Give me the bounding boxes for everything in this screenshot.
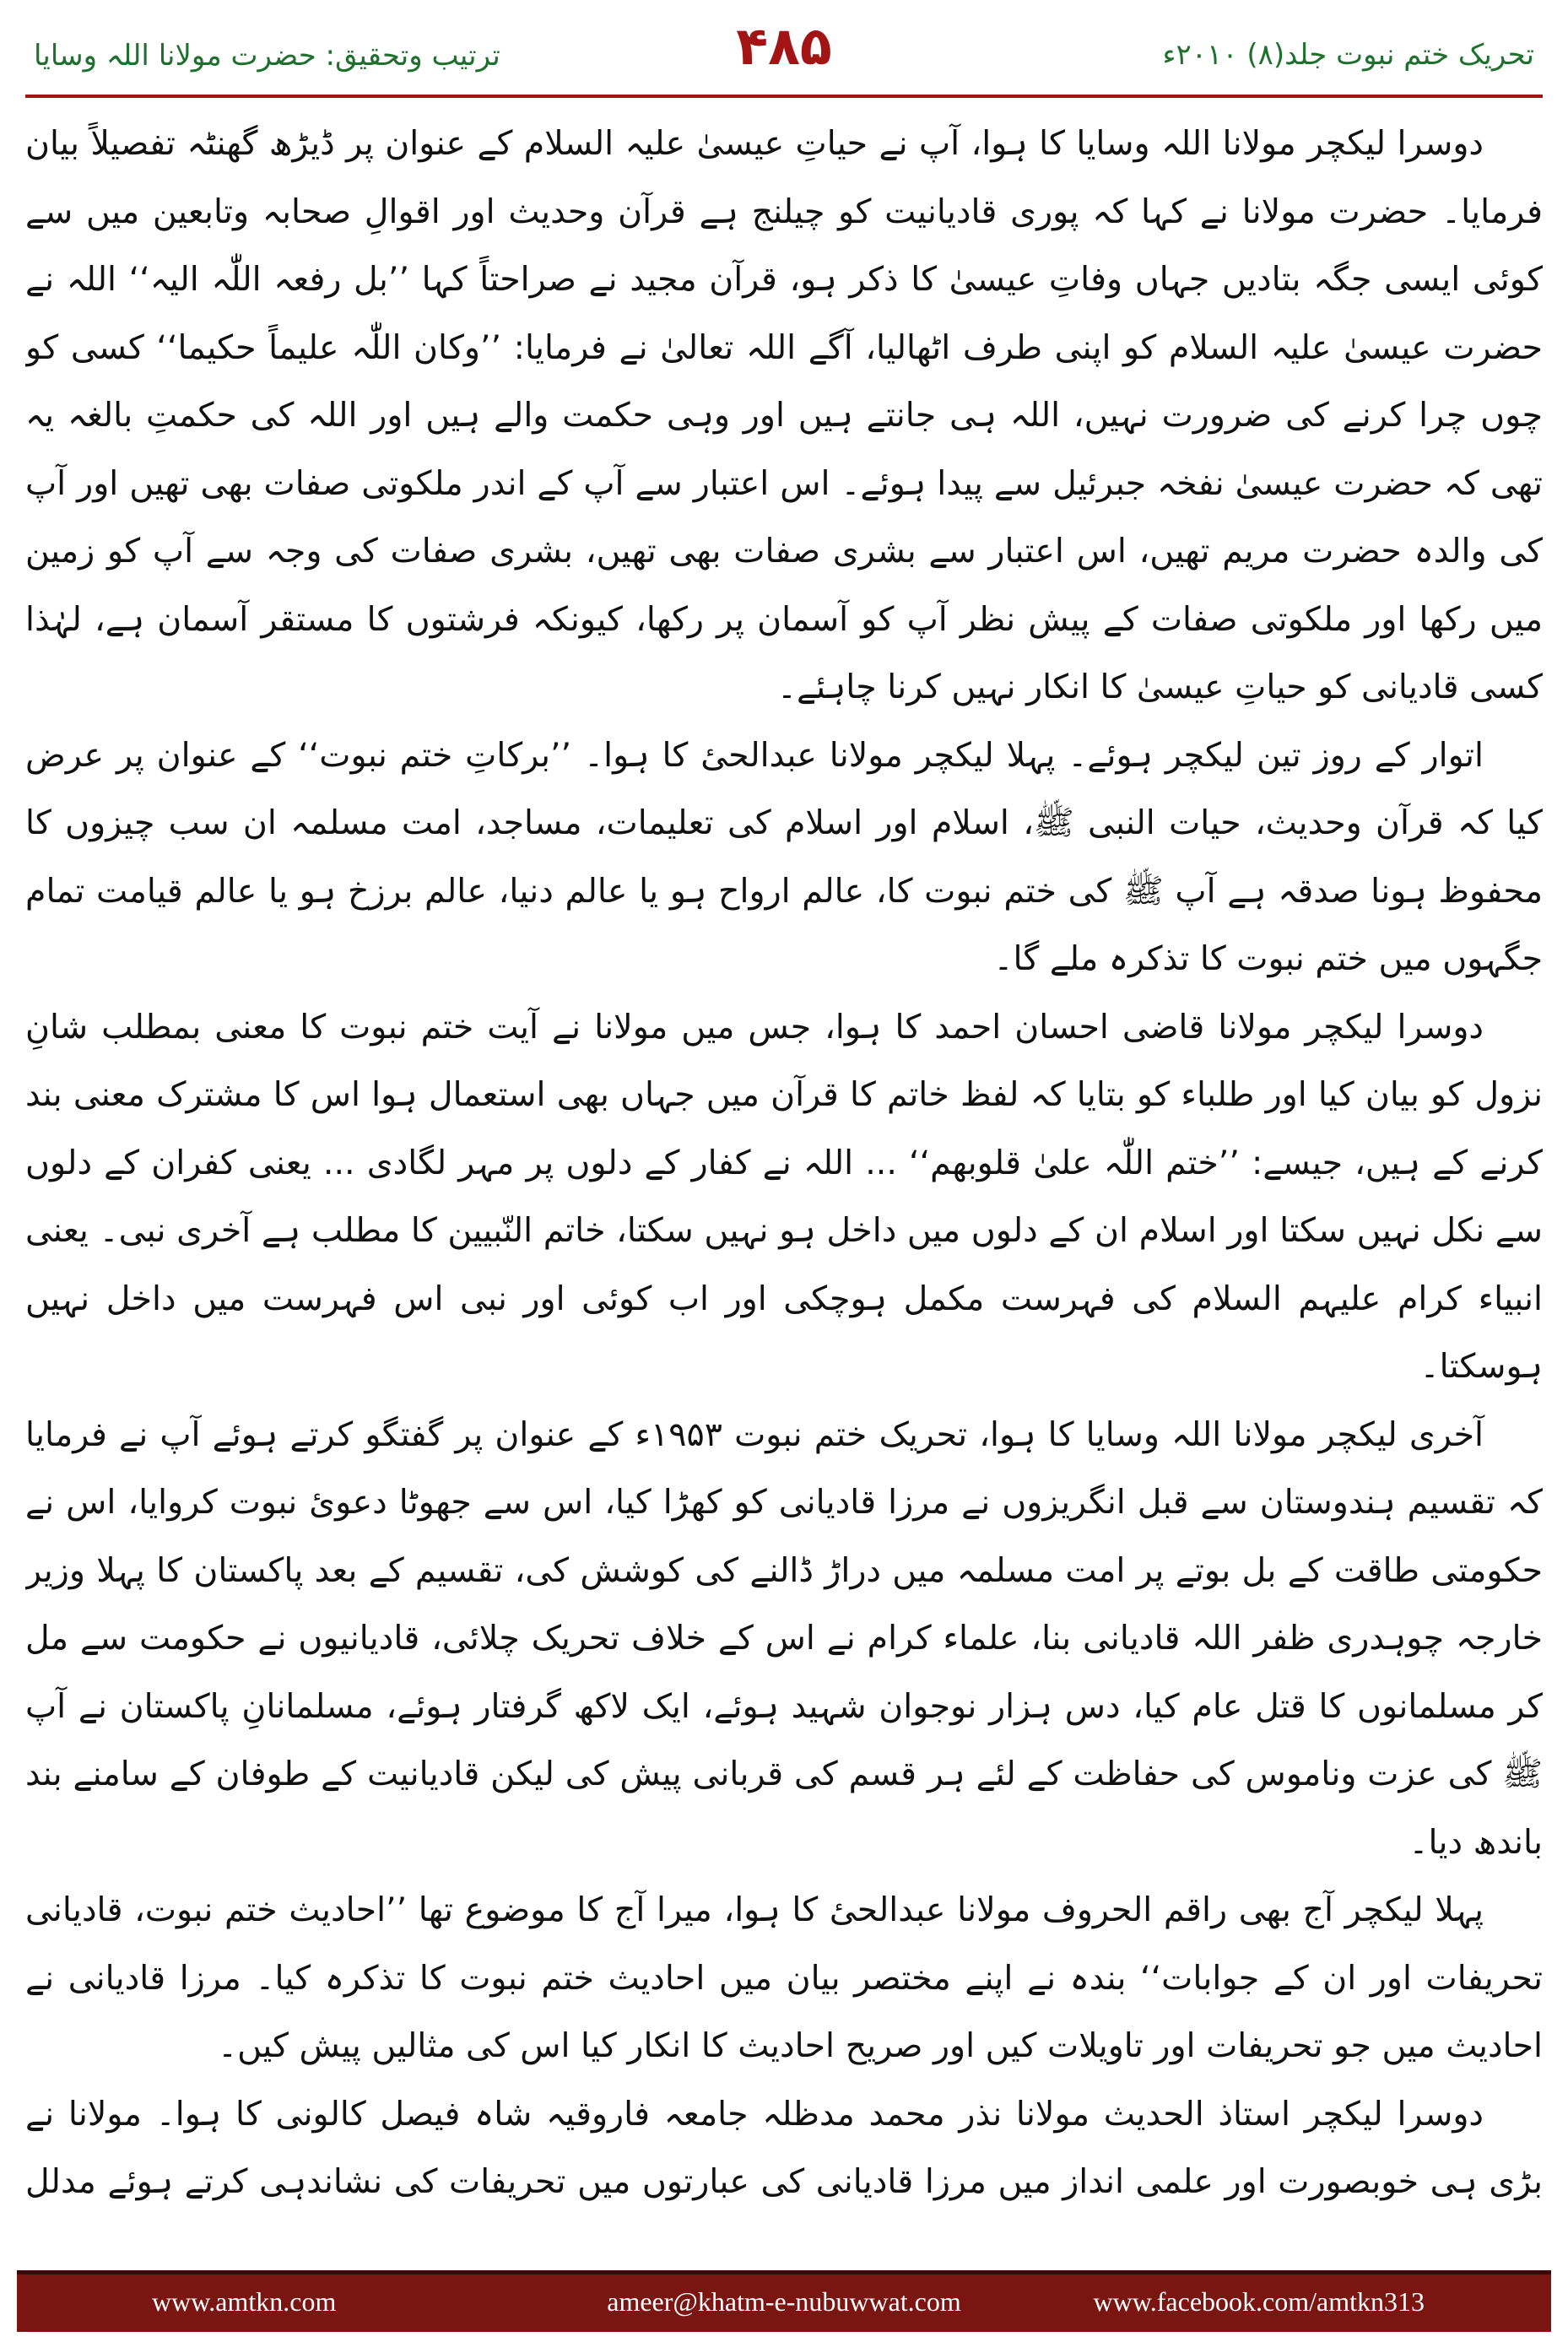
paragraph-2: اتوار کے روز تین لیکچر ہوئے۔ پہلا لیکچر مولانا عبدالحیٔ کا ہوا۔ ’’برکاتِ ختم نبوت‘‘ کے عنوان پر عرض کیا کہ قرآن وحدیث، حیات النبی ﷺ، اسلام اور اسلام کی تعلیمات، مساجد، امت مسلمہ ان سب چیزوں کا محفوظ ہونا صدقہ ہے آپ ﷺ کی ختم نبوت کا، عالم ارواح ہو یا عالم دنیا، عالم برزخ ہو یا عالم قیامت تمام جگہوں میں ختم نبوت کا تذکرہ ملے گا۔ xyxy=(25,735,1543,978)
page-number: ۴۸۵ xyxy=(736,15,832,77)
page-header xyxy=(0,0,1568,101)
page-footer xyxy=(17,2270,1551,2332)
paragraph-5: پہلا لیکچر آج بھی راقم الحروف مولانا عبدالحیٔ کا ہوا، میرا آج کا موضوع تھا ’’احادیث ختم نبوت، قادیانی تحریفات اور ان کے جوابات‘‘ بندہ نے اپنے مختصر بیان میں احادیث ختم نبوت کا تذکرہ کیا۔ مرزا قادیانی نے احادیث میں جو تحریفات اور تاویلات کیں اور صریح احادیث کا انکار کیا اس کی مثالیں پیش کیں۔ xyxy=(25,1890,1543,2065)
website-link[interactable]: www.amtkn.com xyxy=(152,2286,337,2317)
paragraph-4: آخری لیکچر مولانا اللہ وسایا کا ہوا، تحریک ختم نبوت ۱۹۵۳ء کے عنوان پر گفتگو کرتے ہوئے آپ نے فرمایا کہ تقسیم ہندوستان سے قبل انگریزوں نے مرزا قادیانی کو کھڑا کیا، اس سے جھوٹا دعویٔ نبوت کروایا، اس نے حکومتی طاقت کے بل بوتے پر امت مسلمہ میں دراڑ ڈالنے کی کوشش کی، تقسیم کے بعد پاکستان کا پہلا وزیر خارجہ چوہدری ظفر اللہ قادیانی بنا، علماء کرام نے اس کے خلاف تحریک چلائی، قادیانیوں نے حکومت سے مل کر مسلمانوں کا قتل عام کیا، دس ہزار نوجوان شہید ہوئے، ایک لاکھ گرفتار ہوئے، مسلمانانِ پاکستان نے آپ ﷺ کی عزت وناموس کی حفاظت کے لئے ہر قسم کی قربانی پیش کی لیکن قادیانیت کے طوفان کے سامنے بند باندھ دیا۔ xyxy=(25,1414,1543,1862)
compiler-credit: ترتیب وتحقیق: حضرت مولانا اللہ وسایا xyxy=(34,39,500,73)
facebook-link[interactable]: www.facebook.com/amtkn313 xyxy=(1093,2286,1425,2317)
header-divider xyxy=(25,95,1543,98)
paragraph-1: دوسرا لیکچر مولانا اللہ وسایا کا ہوا، آپ نے حیاتِ عیسیٰ علیہ السلام کے عنوان پر ڈیڑھ گھنٹہ تفصیلاً بیان فرمایا۔ حضرت مولانا نے کہا کہ پوری قادیانیت کو چیلنج ہے قرآن وحدیث اور اقوالِ صحابہ وتابعین میں سے کوئی ایسی جگہ بتادیں جہاں وفاتِ عیسیٰ کا ذکر ہو، قرآن مجید نے صراحتاً کہا ’’بل رفعہ اللّٰہ الیہ‘‘ اللہ نے حضرت عیسیٰ علیہ السلام کو اپنی طرف اٹھالیا، آگے اللہ تعالیٰ نے فرمایا: ’’وکان اللّٰہ علیماً حکیما‘‘ کسی کو چوں چرا کرنے کی ضرورت نہیں، اللہ ہی جانتے ہیں اور وہی حکمت والے ہیں اور اللہ کی حکمتِ بالغہ یہ تھی کہ حضرت عیسیٰ نفخہ جبرئیل سے پیدا ہوئے۔ اس اعتبار سے آپ کے اندر ملکوتی صفات بھی تھیں اور آپ کی والدہ حضرت مریم تھیں، اس اعتبار سے بشری صفات بھی تھیں، بشری صفات کی وجہ سے آپ کو زمین میں رکھا اور ملکوتی صفات کے پیش نظر آپ کو آسمان پر رکھا، کیونکہ فرشتوں کا مستقر آسمان ہے، لہٰذا کسی قادیانی کو حیاتِ عیسیٰ کا انکار نہیں کرنا چاہئے۔ xyxy=(25,124,1543,706)
email-link[interactable]: ameer@khatm-e-nubuwwat.com xyxy=(607,2286,961,2317)
paragraph-3: دوسرا لیکچر مولانا قاضی احسان احمد کا ہوا، جس میں مولانا نے آیت ختم نبوت کا معنی بمطلب شانِ نزول کو بیان کیا اور طلباء کو بتایا کہ لفظ خاتم کا قرآن میں جہاں بھی استعمال ہوا اس کا مشترک معنی بند کرنے کے ہیں، جیسے: ’’ختم اللّٰہ علیٰ قلوبھم‘‘ ... اللہ نے کفار کے دلوں پر مہر لگادی ... یعنی کفران کے دلوں سے نکل نہیں سکتا اور اسلام ان کے دلوں میں داخل ہو نہیں سکتا، خاتم النّبیین کا مطلب ہے آخری نبی۔ یعنی انبیاء کرام علیہم السلام کی فہرست مکمل ہوچکی اور اب کوئی اور نبی اس فہرست میں داخل نہیں ہوسکتا۔ xyxy=(25,1007,1543,1386)
page-body xyxy=(25,110,1543,2220)
paragraph-6: دوسرا لیکچر استاذ الحدیث مولانا نذر محمد مدظلہ جامعہ فاروقیہ شاہ فیصل کالونی کا ہوا۔ مولانا نے بڑی ہی خوبصورت اور علمی انداز میں مرزا قادیانی کی عبارتوں میں تحریفات کی نشاندہی کرتے ہوئے مدلل xyxy=(25,2094,1543,2201)
book-title: تحریک ختم نبوت جلد(۸) ۲۰۱۰ء xyxy=(1162,38,1534,72)
